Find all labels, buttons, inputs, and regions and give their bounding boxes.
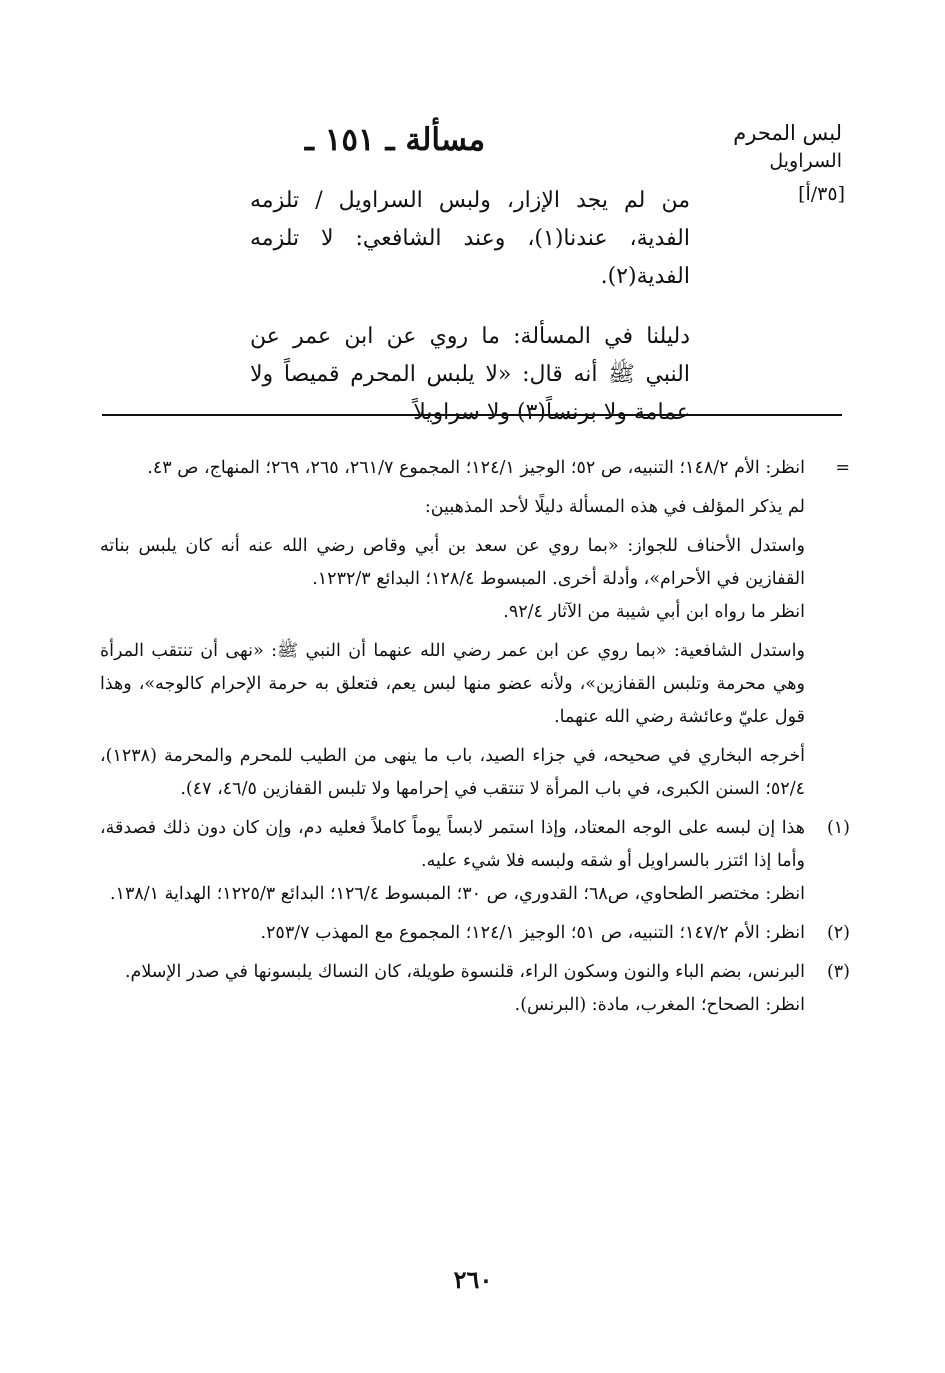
footnote-paragraph: انظر: الصحاح؛ المغرب، مادة: (البرنس).	[514, 995, 805, 1015]
footnote-paragraph: لم يذكر المؤلف في هذه المسألة دليلًا لأحد المذهبين:	[424, 497, 805, 517]
footnote-paragraph: انظر: مختصر الطحاوي، ص٦٨؛ القدوري، ص ٣٠؛ المبسوط ١٢٦/٤؛ البدائع ١٢٢٥/٣؛ الهداية ١٣٨/١.	[109, 884, 805, 904]
footnote-1	[100, 812, 850, 911]
footnote-marker: (١)	[826, 818, 850, 838]
margin-topic-title: لبس المحرم	[733, 121, 842, 145]
footnote-paragraph: انظر: الأم ١٤٧/٢؛ التنبيه، ص ٥١؛ الوجيز ١٢٤/١؛ المجموع مع المهذب ٢٥٣/٧.	[260, 923, 805, 943]
footnote-marker: =	[835, 458, 850, 478]
page-number: ٢٦٠	[453, 1265, 493, 1294]
footnote-paragraph: واستدل الشافعية: «بما روي عن ابن عمر رضي الله عنهما أن النبي ﷺ: «نهى أن تنتقب المرأة وهي محرمة وتلبس القفازين»، ولأنه عضو منها لبس يعم، فتعلق به حرمة الإحرام كالوجه»، وهذا قول عليّ وعائشة رضي الله عنهما.	[100, 641, 805, 727]
margin-topic-subtitle: السراويل	[769, 150, 842, 172]
issue-heading: مسألة ـ ١٥١ ـ	[304, 122, 486, 158]
footnote-separator	[102, 414, 842, 416]
main-paragraph: من لم يجد الإزار، ولبس السراويل / تلزمه الفدية، عندنا(١)، وعند الشافعي: لا تلزمه الفدية(٢).	[250, 188, 690, 289]
footnote-paragraph: انظر: الأم ١٤٨/٢؛ التنبيه، ص ٥٢؛ الوجيز ١٢٤/١؛ المجموع ٢٦١/٧، ٢٦٥، ٢٦٩؛ المنهاج، ص ٤٣.	[147, 458, 805, 478]
footnote-marker: (٢)	[826, 923, 850, 943]
footnote-paragraph: أخرجه البخاري في صحيحه، في جزاء الصيد، باب ما ينهى من الطيب للمحرم والمحرمة (١٢٣٨)، ٥٢/٤؛ السنن الكبرى، في باب المرأة لا تنتقب في إحرامها ولا تلبس القفازين ٤٦/٥، ٤٧).	[100, 746, 805, 799]
footnote-paragraph: البرنس، بضم الباء والنون وسكون الراء، قلنسوة طويلة، كان النساك يلبسونها في صدر الإسلام.	[124, 962, 805, 982]
footnotes	[100, 452, 850, 1028]
footnote-paragraph: واستدل الأحناف للجواز: «بما روي عن سعد بن أبي وقاص رضي الله عنه أنه كان يلبس بناته القفازين في الأحرام»، وأدلة أخرى. المبسوط ١٢٨/٤؛ البدائع ١٢٣٢/٣.	[100, 536, 805, 589]
footnote-2	[100, 917, 850, 950]
footnote-paragraph: انظر ما رواه ابن أبي شيبة من الآثار ٩٢/٤.	[503, 602, 805, 622]
main-text	[250, 182, 690, 432]
manuscript-folio-reference: [٣٥/أ]	[798, 183, 845, 205]
footnote-continued	[100, 452, 850, 806]
main-paragraph: دليلنا في المسألة: ما روي عن ابن عمر عن النبي ﷺ أنه قال: «لا يلبس المحرم قميصاً ولا عمامة ولا برنساً(٣) ولا سراويلاً	[250, 324, 690, 425]
footnote-3	[100, 956, 850, 1022]
footnote-paragraph: هذا إن لبسه على الوجه المعتاد، وإذا استمر لابساً يوماً كاملاً فعليه دم، وإن كان دون ذلك فصدقة، وأما إذا ائتزر بالسراويل أو شقه ولبسه فلا شيء عليه.	[100, 818, 805, 871]
footnote-marker: (٣)	[826, 962, 850, 982]
